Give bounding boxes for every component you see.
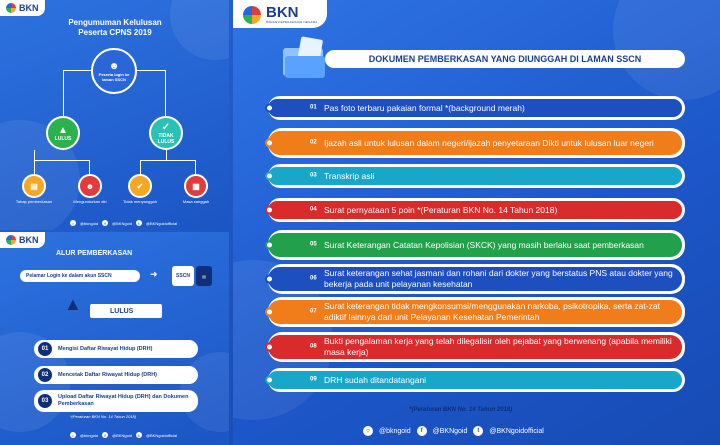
user-icon: ☻ xyxy=(108,60,120,72)
person-icon: ☻ xyxy=(85,181,95,191)
bkn-logo-icon xyxy=(243,6,261,24)
connector-line xyxy=(140,160,196,174)
social-footer: ○ @bkngoid f @BKNgoid t @BKNgoidofficial xyxy=(363,426,544,436)
document-item: 02 Ijazah asli untuk lulusan dalam negeri/ijazah penyetaraan Dikti untuk lulusan luar negeri xyxy=(268,128,685,158)
facebook-icon: f xyxy=(102,220,108,226)
twitter-icon: t xyxy=(136,432,142,438)
folder-icon xyxy=(283,38,327,78)
sub-node-mundur xyxy=(78,174,102,198)
sub-node-pemberkasan xyxy=(22,174,46,198)
instagram-icon: ○ xyxy=(71,220,75,226)
document-item: 01 Pas foto terbaru pakaian formal *(background merah) xyxy=(268,96,685,120)
alur-title: ALUR PEMBERKASAN xyxy=(56,250,133,257)
bullet-icon xyxy=(265,343,274,352)
login-node: ☻ Peserta login ke laman SSCN xyxy=(91,48,137,94)
step-item: 01 Mengisi Daftar Riwayat Hidup (DRH) xyxy=(34,340,198,358)
arrow-right-icon: ➜ xyxy=(150,269,158,279)
bkn-logo-icon xyxy=(6,3,16,13)
twitter-icon: t xyxy=(136,220,142,226)
announcement-panel xyxy=(0,0,229,230)
instagram-icon: ○ xyxy=(363,426,373,436)
lulus-bar: LULUS xyxy=(90,304,162,318)
bullet-icon xyxy=(265,139,274,148)
document-icon: ▤ xyxy=(30,181,38,191)
document-item: 04 Surat pernyataan 5 poin *(Peraturan BKN No. 14 Tahun 2018) xyxy=(268,198,685,222)
checklist-icon: ✓ xyxy=(161,121,171,133)
bkn-logo: BKN BADAN KEPEGAWAIAN NEGARA xyxy=(233,0,327,28)
bullet-icon xyxy=(265,172,274,181)
document-item: 06 Surat keterangan sehat jasmani dan rohani dari dokter yang berstatus PNS atau dokter yang bekerja pada unit pelayanan kesehatan xyxy=(268,264,685,294)
lulus-node: ▲ LULUS xyxy=(46,116,80,150)
dokumen-panel xyxy=(233,0,720,445)
regulation-note: *(Peraturan BKN No. 14 Tahun 2018) xyxy=(70,414,137,419)
graduation-cap-icon: ▲ xyxy=(58,124,68,136)
tidak-lulus-node: ✓ TIDAK LULUS xyxy=(149,116,183,150)
alur-pemberkasan-panel xyxy=(0,232,229,445)
bkn-logo-icon xyxy=(6,235,16,245)
connector-line xyxy=(34,160,90,174)
twitter-icon: t xyxy=(473,426,483,436)
document-item: 03 Transkrip asli xyxy=(268,164,685,188)
bullet-icon xyxy=(265,241,274,250)
social-footer: ○ @bkngoid f @BKNgoid t @BKNgoidofficial xyxy=(71,220,178,226)
graduation-cap-icon: ▲ xyxy=(64,294,82,314)
facebook-icon: f xyxy=(102,432,108,438)
bullet-icon xyxy=(265,308,274,317)
sscn-tile-icon: ▤ xyxy=(196,266,212,286)
facebook-icon: f xyxy=(417,426,427,436)
login-pill: Pelamar Login ke dalam akun SSCN xyxy=(20,270,140,282)
step-item: 02 Mencetak Daftar Riwayat Hidup (DRH) xyxy=(34,366,198,384)
step-item: 03 Upload Daftar Riwayat Hidup (DRH) dan Dokumen Pemberkasan xyxy=(34,390,198,412)
sub-node-caption: Tahap pemberkasan xyxy=(15,199,53,204)
bullet-icon xyxy=(265,376,274,385)
announcement-title: Pengumuman Kelulusan Peserta CPNS 2019 xyxy=(68,18,162,37)
sub-node-caption: Mengundurkan diri xyxy=(73,199,107,204)
sub-node-masa-sanggah xyxy=(184,174,208,198)
document-item: 09 DRH sudah ditandatangani xyxy=(268,368,685,392)
bullet-icon xyxy=(265,206,274,215)
document-item: 08 Bukti pengalaman kerja yang telah dilegalisir oleh pejabat yang berwenang (apabila memiliki masa kerja) xyxy=(268,332,685,362)
connector-line xyxy=(166,150,167,160)
bkn-logo: BKN xyxy=(0,232,45,248)
bkn-logo: BKN xyxy=(0,0,45,16)
social-footer: ○ @bkngoid f @BKNgoid t @BKNgoidofficial xyxy=(71,432,178,438)
connector-line xyxy=(63,70,91,116)
instagram-icon: ○ xyxy=(71,432,75,438)
sub-node-caption: Tidak menyanggah xyxy=(123,199,157,204)
connector-line xyxy=(137,70,166,116)
bullet-icon xyxy=(265,104,274,113)
sscn-logo: SSCN xyxy=(172,266,194,286)
regulation-note: *(Peraturan BKN No. 14 Tahun 2018) xyxy=(409,407,513,413)
dokumen-title: DOKUMEN PEMBERKASAN YANG DIUNGGAH DI LAMAN SSCN xyxy=(325,50,685,68)
thumbs-up-icon: ✔ xyxy=(136,181,144,191)
sub-node-caption: Masa sanggah xyxy=(182,199,210,204)
calendar-icon: ▦ xyxy=(192,181,200,191)
sub-node-tidak-sanggah xyxy=(128,174,152,198)
bullet-icon xyxy=(265,275,274,284)
document-item: 07 Surat keterangan tidak mengkonsumsi/menggunakan narkoba, psikotropika, serta zat-zat adiktif lainnya dari unit Pelayanan Kesehatan Pemerintah xyxy=(268,297,685,327)
document-item: 05 Surat Keterangan Catatan Kepolisian (SKCK) yang masih berlaku saat pemberkasan xyxy=(268,230,685,260)
